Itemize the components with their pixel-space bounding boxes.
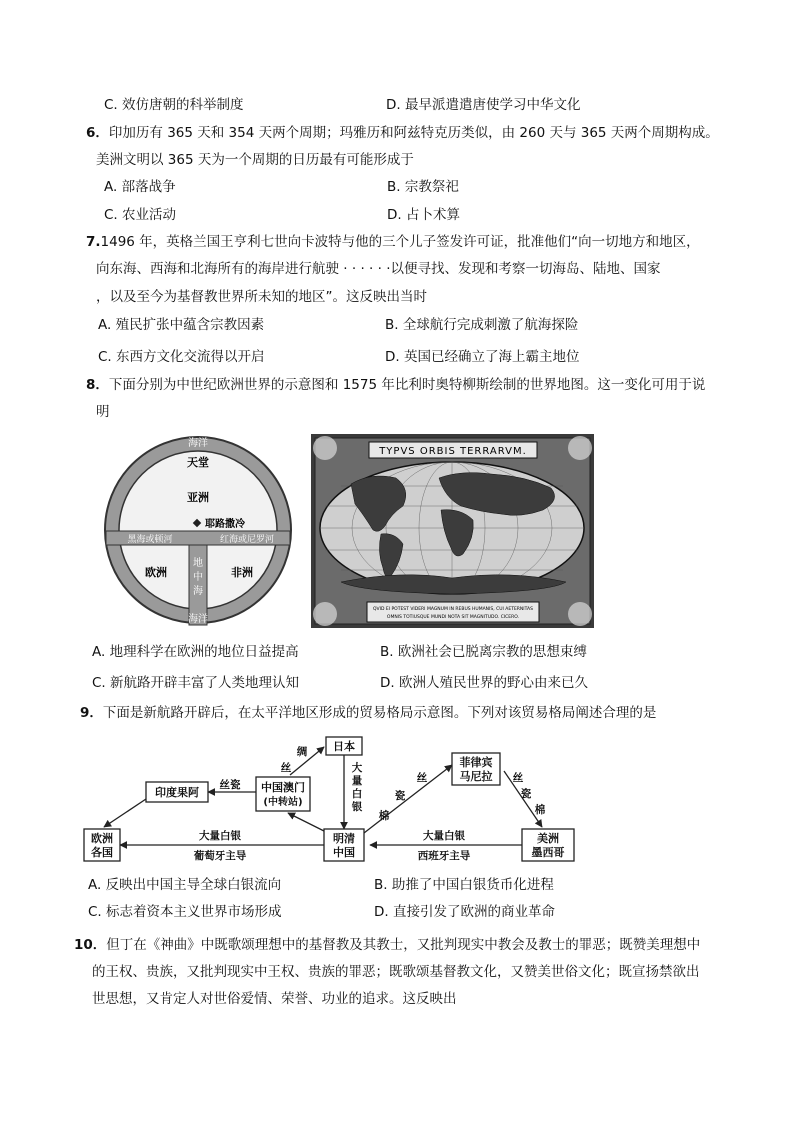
- q7-number: 7.: [86, 234, 101, 250]
- europe-label: 欧洲: [145, 566, 167, 579]
- portugal-label: 葡萄牙主导: [193, 850, 247, 862]
- q6-option-c: C. 农业活动: [104, 207, 177, 223]
- jerusalem-label: 耶路撒冷: [205, 519, 245, 530]
- cotton-label-b: 棉: [534, 804, 546, 816]
- q7-stem-line1: [86, 233, 700, 251]
- t-o-map: [102, 433, 294, 627]
- q7-text-1: 1496 年，英格兰国王亨利七世向卡波特与他的三个儿子签发许可证，批准他们“向一切地方和地区，: [100, 234, 700, 250]
- america-label-1: 美洲: [537, 832, 559, 845]
- q5-option-d: D. 最早派遣遣唐使学习中华文化: [386, 97, 581, 113]
- porcelain-label-a: 瓷: [394, 790, 406, 802]
- silk-japan-label-a: 绸: [296, 746, 308, 758]
- q7-option-c: C. 东西方文化交流得以开启: [98, 349, 265, 365]
- europe-label-2: 各国: [91, 846, 113, 859]
- heaven-label: 天堂: [187, 456, 209, 469]
- q6-stem-line1: [86, 124, 719, 142]
- q8-option-c: C. 新航路开辟丰富了人类地理认知: [92, 675, 300, 691]
- ocean-bottom-label: 海洋: [188, 614, 208, 625]
- svg-text:中: 中: [193, 572, 203, 583]
- goa-label: 印度果阿: [155, 786, 199, 799]
- q6-number: 6．: [86, 125, 109, 141]
- q8-stem-line1: [86, 376, 705, 394]
- world-map-caption-2: OMNIS TOTIUSQUE MUNDI NOTA SIT MAGNITUDO. CICERO.: [386, 615, 520, 620]
- q9-text-1: 下面是新航路开辟后，在太平洋地区形成的贸易格局示意图。下列对该贸易格局阐述合理的是: [102, 705, 657, 721]
- q8-option-a: A. 地理科学在欧洲的地位日益提高: [92, 644, 299, 660]
- q8-text-1: 下面分别为中世纪欧洲世界的示意图和 1575 年比利时奥特柳斯绘制的世界地图。这一变化可用于说: [108, 377, 706, 393]
- silk-japan-label-b: 丝: [280, 762, 292, 774]
- silk-label-b: 丝: [512, 772, 524, 784]
- q7-stem-line2: 向东海、西海和北海所有的海岸进行航驶 · · · · · ·以便寻找、发现和考察一切海岛、陆地、国家: [96, 261, 661, 277]
- macau-transit-label: (中转站): [263, 797, 303, 808]
- q8-option-d: D. 欧洲人殖民世界的野心由来已久: [380, 675, 588, 691]
- silk-label-a: 丝: [416, 772, 428, 784]
- america-label-2: 墨西哥: [531, 846, 565, 859]
- q7-stem-line3: ，以及至今为基督教世界所未知的地区”。这反映出当时: [96, 289, 427, 305]
- q10-number: 10．: [74, 937, 107, 953]
- q10-stem-line3: 世思想，又肯定人对世俗爱情、荣誉、功业的追求。这反映出: [92, 991, 457, 1007]
- japan-label: 日本: [333, 740, 355, 753]
- q10-stem-line1: [74, 936, 700, 954]
- porcelain-label-b: 瓷: [520, 788, 532, 800]
- black-sea-label: 黑海或顿河: [127, 535, 173, 545]
- philippines-label-1: 菲律宾: [459, 756, 493, 769]
- q8-number: 8．: [86, 377, 109, 393]
- q10-stem-line2: 的王权、贵族，又批判现实中王权、贵族的罪恶；既歌颂基督教文化，又赞美世俗文化；既宣扬禁欲出: [92, 964, 700, 980]
- macau-label: 中国澳门: [261, 781, 305, 794]
- trade-pattern-diagram: [80, 733, 580, 868]
- africa-label: 非洲: [231, 566, 253, 579]
- ocean-top-label: 海洋: [188, 438, 208, 449]
- europe-label-1: 欧洲: [91, 832, 113, 845]
- silver-vertical-2: 量: [351, 775, 363, 787]
- asia-label: 亚洲: [187, 491, 209, 504]
- spain-label: 西班牙主导: [417, 850, 471, 862]
- q6-text-1: 印加历有 365 天和 354 天两个周期；玛雅历和阿兹特克历类似，由 260 天与 365 天两个周期构成。: [108, 125, 719, 141]
- q6-option-d: D. 占卜术算: [387, 207, 460, 223]
- q9-option-c: C. 标志着资本主义世界市场形成: [88, 904, 282, 920]
- q8-option-b: B. 欧洲社会已脱离宗教的思想束缚: [380, 644, 587, 660]
- ortelius-world-map: [311, 434, 594, 628]
- world-map-caption-1: QVID EI POTEST VIDERI MAGNUM IN REBUS HUMANIS, CUI AETERNITAS: [373, 607, 533, 612]
- q9-stem-line1: [80, 704, 656, 722]
- q6-option-a: A. 部落战争: [104, 179, 176, 195]
- q9-option-d: D. 直接引发了欧洲的商业革命: [374, 904, 555, 920]
- mingqing-label-1: 明清: [333, 832, 355, 845]
- svg-text:地: 地: [193, 558, 203, 569]
- q10-text-1: 但丁在《神曲》中既歌颂理想中的基督教及其教士，又批判现实中教会及教士的罪恶；既赞美理想中: [106, 937, 701, 953]
- q5-option-c: C. 效仿唐朝的科举制度: [104, 97, 244, 113]
- q6-stem-line2: 美洲文明以 365 天为一个周期的日历最有可能形成于: [96, 152, 414, 168]
- q9-option-b: B. 助推了中国白银货币化进程: [374, 877, 554, 893]
- silver-vertical-1: 大: [351, 762, 363, 774]
- silver-vertical-4: 银: [351, 801, 363, 813]
- q6-option-b: B. 宗教祭祀: [387, 179, 459, 195]
- q7-option-a: A. 殖民扩张中蕴含宗教因素: [98, 317, 265, 333]
- q9-number: 9．: [80, 705, 103, 721]
- q8-stem-line2: 明: [96, 404, 110, 420]
- q9-option-a: A. 反映出中国主导全球白银流向: [88, 877, 282, 893]
- silver-vertical-3: 白: [351, 788, 363, 800]
- mediterranean-label: [193, 556, 203, 597]
- cotton-label-a: 棉: [378, 810, 390, 822]
- svg-text:海: 海: [193, 586, 203, 597]
- mingqing-label-2: 中国: [333, 846, 355, 859]
- q7-option-d: D. 英国已经确立了海上霸主地位: [385, 349, 580, 365]
- silver-right-label: 大量白银: [423, 830, 465, 842]
- silk-porcelain-label: 丝瓷: [219, 779, 241, 791]
- q7-option-b: B. 全球航行完成刺激了航海探险: [385, 317, 579, 333]
- world-map-title: TYPVS ORBIS TERRARVM.: [379, 446, 527, 457]
- silver-left-label: 大量白银: [199, 830, 241, 842]
- philippines-label-2: 马尼拉: [459, 770, 493, 783]
- red-sea-label: 红海或尼罗河: [219, 535, 275, 545]
